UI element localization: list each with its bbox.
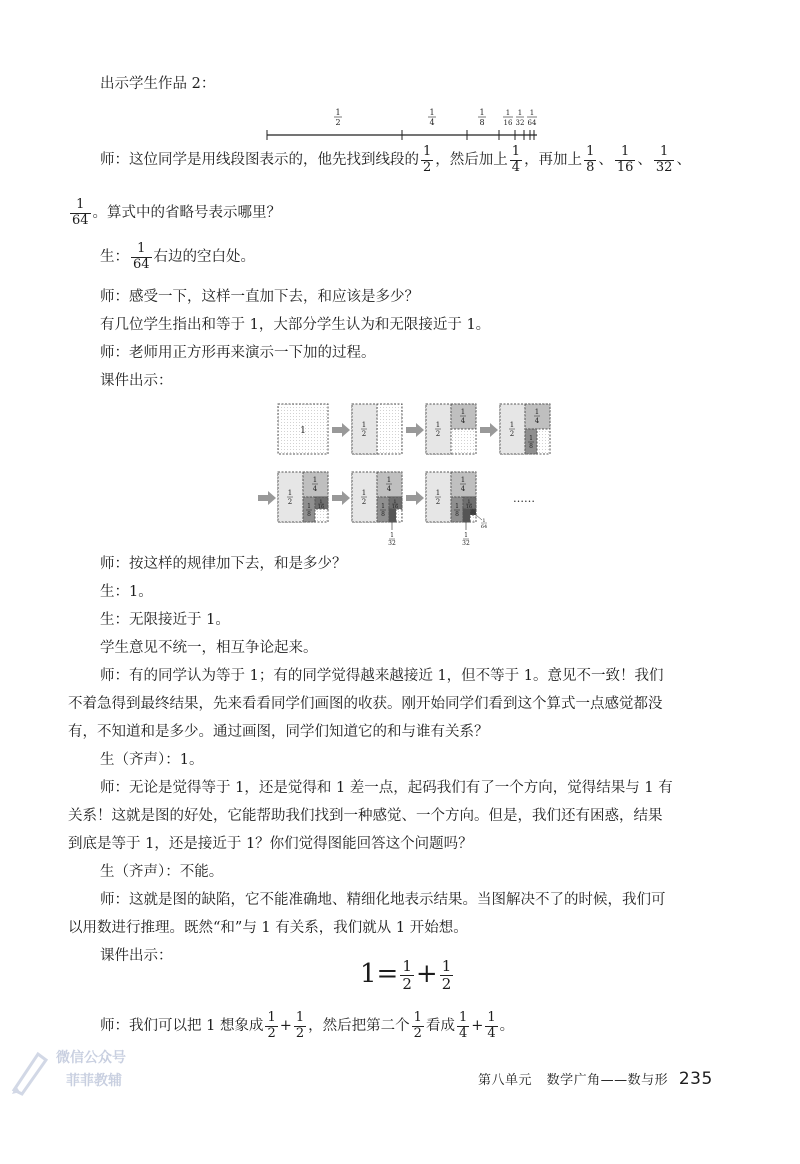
- svg-text:1: 1: [482, 518, 486, 524]
- square-diagram-row-2: [256, 468, 556, 548]
- svg-text:4: 4: [460, 417, 466, 425]
- teacher-line-4: 师：老师用正方形再来演示一下加的过程。: [100, 345, 376, 361]
- teacher-line-8: 师：这就是图的缺陷，它不能准确地、精细化地表示结果。当图解决不了的时候，我们可: [100, 892, 666, 908]
- segment-label-thirtysecond: [516, 109, 525, 127]
- svg-text:1: 1: [393, 499, 397, 505]
- svg-text:1: 1: [435, 489, 441, 497]
- svg-text:1: 1: [287, 489, 293, 497]
- svg-text:1: 1: [361, 421, 367, 429]
- svg-text:1: 1: [460, 408, 466, 416]
- inline-fraction-half-b: $\frac{1}{2}$: [295, 1010, 305, 1041]
- svg-text:4: 4: [429, 118, 435, 127]
- svg-text:8: 8: [479, 118, 485, 127]
- svg-text:2: 2: [435, 430, 441, 438]
- svg-text:16: 16: [317, 504, 325, 510]
- svg-text:1: 1: [464, 532, 468, 539]
- svg-text:1: 1: [509, 421, 515, 429]
- svg-text:4: 4: [386, 485, 392, 493]
- fraction-sixtyfourth-2: $\frac{1}{64}$: [133, 241, 150, 272]
- svg-text:32: 32: [515, 119, 525, 127]
- svg-text:1: 1: [479, 108, 485, 117]
- student-line-1: 生： $\frac{1}{64}$ 右边的空白处。: [100, 241, 256, 272]
- svg-text:1: 1: [319, 499, 323, 505]
- courseware-label-1: 课件出示：: [100, 373, 173, 389]
- svg-text:1: 1: [460, 476, 466, 484]
- ellipsis: ……: [513, 492, 535, 505]
- svg-text:8: 8: [307, 511, 311, 518]
- svg-text:16: 16: [391, 504, 399, 510]
- svg-text:16: 16: [503, 119, 513, 127]
- teacher-line-2: $\frac{1}{64}$ 。算式中的省略号表示哪里？: [72, 197, 282, 228]
- student-line-4: 生（齐声）：1。: [100, 752, 204, 768]
- student-line-3: 生：无限接近于 1。: [100, 612, 230, 628]
- segment-diagram: [262, 104, 562, 144]
- fraction-sixteenth: $\frac{1}{16}$: [616, 144, 634, 175]
- svg-text:1: 1: [381, 503, 385, 510]
- teacher-line-5: 师：按这样的规律加下去，和是多少？: [100, 556, 347, 572]
- student-line-5: 生（齐声）：不能。: [100, 864, 224, 880]
- svg-text:2: 2: [361, 430, 367, 438]
- svg-text:64: 64: [527, 119, 537, 127]
- segment-label-quarter: [428, 108, 436, 127]
- svg-text:1: 1: [529, 435, 533, 442]
- page-footer: [478, 1069, 713, 1089]
- svg-text:1: 1: [517, 109, 523, 117]
- segment-label-half: [334, 108, 342, 127]
- svg-text:8: 8: [529, 443, 533, 450]
- svg-text:1: 1: [467, 499, 471, 505]
- teacher-line-9: 师：我们可以把 1 想象成 $\frac{1}{2}$ + $\frac{1}{2}$ ，然后把第二个 $\frac{1}{2}$ 看成 $\frac{1}{4}$ + $\frac{1}{4}$ 。: [100, 1010, 515, 1041]
- svg-text:1: 1: [361, 489, 367, 497]
- svg-text:1: 1: [435, 421, 441, 429]
- svg-text:4: 4: [312, 485, 318, 493]
- svg-text:8: 8: [381, 511, 385, 518]
- svg-text:1: 1: [505, 109, 511, 117]
- svg-text:4: 4: [460, 485, 466, 493]
- svg-text:2: 2: [335, 118, 341, 127]
- fraction-thirtysecond: $\frac{1}{32}$: [655, 144, 673, 175]
- teacher-line-1: 师：这位同学是用线段图表示的，他先找到线段的 $\frac{1}{2}$ ，然后加上 $\frac{1}{4}$ ，再加上 $\frac{1}{8}$ 、 $\frac{1}{16}$ 、 $\frac{1}{32}$ 、: [100, 144, 691, 175]
- watermark: 微信公众号 菲菲教辅: [8, 1042, 158, 1104]
- svg-text:1: 1: [335, 108, 341, 117]
- intro-line: 出示学生作品 2：: [100, 76, 216, 92]
- teacher-line-6c: 有，不知道和是多少。通过画图，同学们知道它的和与谁有关系？: [68, 724, 489, 740]
- inline-fraction-quarter-b: $\frac{1}{4}$: [487, 1010, 496, 1041]
- svg-text:32: 32: [462, 540, 470, 547]
- formula-fraction-half-2: $\frac{1}{2}$: [441, 957, 452, 993]
- teacher-line-7b: 关系！这就是图的好处，它能帮助我们找到一种感觉、一个方向。但是，我们还有困惑，结果: [68, 808, 663, 824]
- teacher-line-7: 师：无论是觉得等于 1，还是觉得和 1 差一点，起码我们有了一个方向，觉得结果与 1 有: [100, 780, 673, 796]
- svg-text:1: 1: [386, 476, 392, 484]
- fraction-sixtyfourth: $\frac{1}{64}$: [72, 197, 89, 228]
- svg-text:4: 4: [534, 417, 540, 425]
- svg-text:2: 2: [435, 498, 441, 506]
- page-number: 235: [678, 1069, 713, 1089]
- narration-line-1: 有几位学生指出和等于 1，大部分学生认为和无限接近于 1。: [100, 317, 491, 333]
- formula: 1= $\frac{1}{2}$ + $\frac{1}{2}$: [360, 957, 452, 993]
- fraction-eighth: $\frac{1}{8}$: [586, 144, 595, 175]
- svg-text:1: 1: [534, 408, 540, 416]
- svg-text:2: 2: [361, 498, 367, 506]
- narration-line-2: 学生意见不统一，相互争论起来。: [100, 640, 318, 656]
- formula-fraction-half-1: $\frac{1}{2}$: [402, 957, 412, 993]
- svg-text:1: 1: [312, 476, 318, 484]
- svg-text:1: 1: [455, 503, 459, 510]
- fraction-half: $\frac{1}{2}$: [423, 144, 432, 175]
- footer-title: 数学广角——数与形: [546, 1073, 669, 1088]
- svg-text:16: 16: [465, 504, 473, 510]
- inline-fraction-half-a: $\frac{1}{2}$: [267, 1010, 276, 1041]
- segment-label-eighth: [478, 108, 486, 127]
- teacher-line-6b: 不着急得到最终结果，先来看看同学们画图的收获。刚开始同学们看到这个算式一点感觉都没: [68, 696, 663, 712]
- teacher-line-3: 师：感受一下，这样一直加下去，和应该是多少？: [100, 289, 419, 305]
- inline-fraction-quarter-a: $\frac{1}{4}$: [458, 1010, 468, 1041]
- svg-text:32: 32: [388, 540, 396, 547]
- svg-text:2: 2: [509, 430, 515, 438]
- teacher-line-6: 师：有的同学认为等于 1；有的同学觉得越来越接近 1，但不等于 1。意见不一致！我们: [100, 668, 664, 684]
- svg-text:1: 1: [390, 532, 394, 539]
- teacher-line-7c: 到底是等于 1，还是接近于 1？你们觉得图能回答这个问题吗？: [68, 836, 473, 852]
- teacher-line-8b: 以用数进行推理。既然“和”与 1 有关系，我们就从 1 开始想。: [68, 920, 468, 936]
- footer-unit: 第八单元: [478, 1073, 533, 1088]
- fraction-quarter: $\frac{1}{4}$: [511, 144, 521, 175]
- square-diagram-row-1: [274, 400, 574, 462]
- svg-text:64: 64: [480, 524, 488, 530]
- segment-label-sixtyfourth: [527, 109, 537, 127]
- pen-icon: [8, 1046, 52, 1096]
- inline-fraction-half-c: $\frac{1}{2}$: [413, 1010, 422, 1041]
- svg-text:2: 2: [287, 498, 293, 506]
- svg-text:1: 1: [307, 503, 311, 510]
- segment-label-sixteenth: [503, 109, 513, 127]
- svg-text:1: 1: [529, 109, 535, 117]
- svg-text:8: 8: [455, 511, 459, 518]
- courseware-label-2: 课件出示：: [100, 948, 173, 964]
- student-line-2: 生：1。: [100, 584, 153, 600]
- svg-text:1: 1: [429, 108, 435, 117]
- square-label-one: 1: [300, 426, 306, 436]
